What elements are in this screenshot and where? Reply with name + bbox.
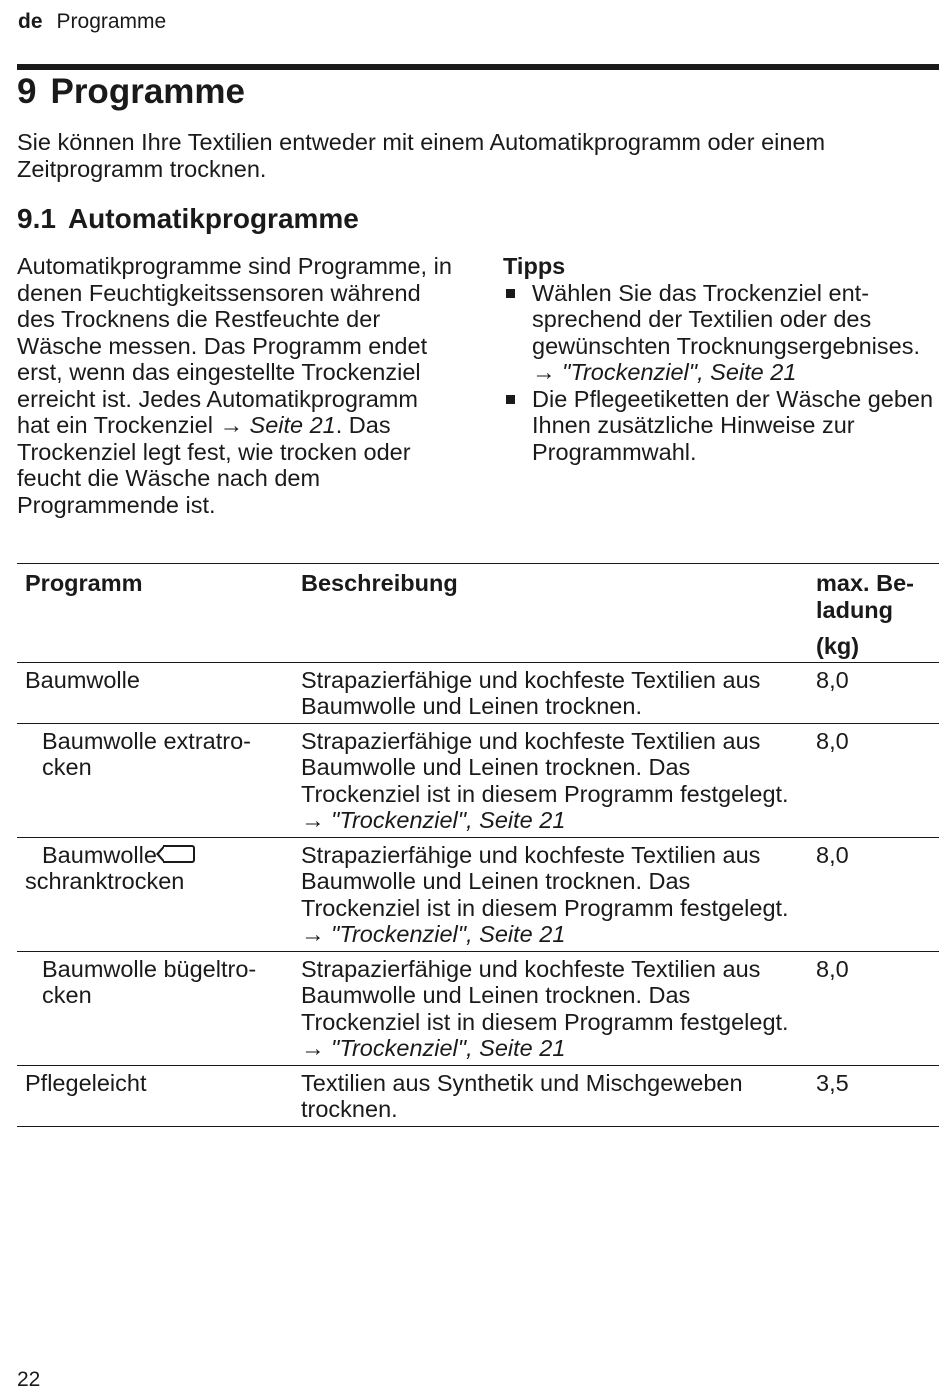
header-rule [17,64,939,70]
chapter-number: 9 [17,72,37,111]
program-load: 3,5 [816,1069,849,1096]
square-bullet-icon [506,289,515,298]
tip-item [503,386,943,466]
column-header-program: Programm [25,570,143,596]
arrow-right-icon: → [219,412,243,438]
tip-item [503,280,943,386]
program-name-text-2: schranktrocken [25,868,185,894]
program-load: 8,0 [816,841,849,868]
program-reference-link[interactable]: "Trockenziel", Seite 21 [331,1035,566,1061]
program-name: Pflegeleicht [25,1069,147,1096]
program-description: Textilien aus Synthetik und Mischgeweben trocknen. [301,1069,743,1122]
header-title: Programme [56,10,167,33]
description-text-2: . Das Trockenziel legt fest, wie trocken oder feucht die Wäsche nach dem Programmende ist. [17,412,411,518]
program-load: 8,0 [816,727,849,754]
program-description-text: Strapazierfähige und kochfeste Textilien aus Baumwolle und Leinen trocknen. Das Trockenziel ist in diesem Programm festgelegt. [301,727,789,807]
program-reference-link[interactable]: "Trockenziel", Seite 21 [331,807,566,833]
program-description [293,837,808,951]
program-description [293,951,808,1065]
program-load: 8,0 [816,666,849,693]
arrow-right-icon: → [301,807,325,833]
automatic-programs-description [17,253,457,518]
cupboard-dry-icon [163,845,195,863]
page-header [18,10,166,34]
table-row [17,662,939,723]
program-description: Strapazierfähige und kochfeste Textilien aus Baumwolle und Leinen trocknen. [301,666,761,719]
column-header-load-unit: (kg) [816,633,860,659]
page-number: 22 [17,1368,41,1391]
arrow-right-icon: → [301,921,325,947]
program-name [17,837,293,951]
table-row [17,837,939,951]
program-load: 8,0 [816,955,849,982]
page-reference-link[interactable]: Seite 21 [249,412,336,438]
section-heading [17,203,359,235]
tips-box [503,253,943,465]
program-name [17,951,293,1065]
column-header-load-label: max. Beladung [816,570,914,623]
table-row [17,951,939,1065]
tips-title: Tipps [503,253,566,279]
square-bullet-icon [506,395,515,404]
tip-text: Die Pflegeetiketten der Wäsche geben Ihnen zusätzliche Hinweise zur Programmwahl. [532,385,934,465]
arrow-right-icon: → [301,1035,325,1061]
table-header-row [17,564,939,663]
section-title: Automatikprogramme [67,203,359,234]
programs-table [17,563,939,1127]
table-row [17,1065,939,1126]
program-description [293,723,808,837]
intro-paragraph: Sie können Ihre Textilien entweder mit einem Automatikprogramm oder einem Zeitprogramm trocknen. [17,129,826,182]
program-name [17,723,293,837]
section-number: 9.1 [17,203,56,234]
program-description-text: Strapazierfähige und kochfeste Textilien aus Baumwolle und Leinen trocknen. Das Trockenziel ist in diesem Programm festgelegt. [301,955,789,1035]
program-description-text: Strapazierfähige und kochfeste Textilien aus Baumwolle und Leinen trocknen. Das Trockenziel ist in diesem Programm festgelegt. [301,841,789,921]
chapter-title: Programme [50,72,245,111]
tips-list [503,280,943,466]
arrow-right-icon: → [532,359,556,385]
description-text-1: Automatikprogramme sind Programme, in denen Feuchtigkeitssensoren während des Trocknens die Restfeuchte der Wäsche messen. Das Programm endet erst, wenn das eingestellte Trockenziel erreicht ist. Jedes Automatikprogramm hat ein Trockenziel [17,253,452,438]
program-name-text: Baumwolle [42,841,157,868]
program-name-text: Baumwolle bügeltrocken [42,955,257,1008]
column-header-description: Beschreibung [301,570,458,596]
tip-text: Wählen Sie das Trockenziel entsprechend der Textilien oder des gewünschten Trocknungsergebnises. [532,279,920,359]
table-row [17,723,939,837]
program-reference-link[interactable]: "Trockenziel", Seite 21 [331,921,566,947]
program-name: Baumwolle [25,666,140,693]
column-header-load [808,564,939,663]
language-code: de [18,10,43,33]
chapter-heading [17,72,245,112]
program-name-text: Baumwolle extratrocken [42,727,251,780]
tip-reference-link[interactable]: "Trockenziel", Seite 21 [562,359,797,385]
